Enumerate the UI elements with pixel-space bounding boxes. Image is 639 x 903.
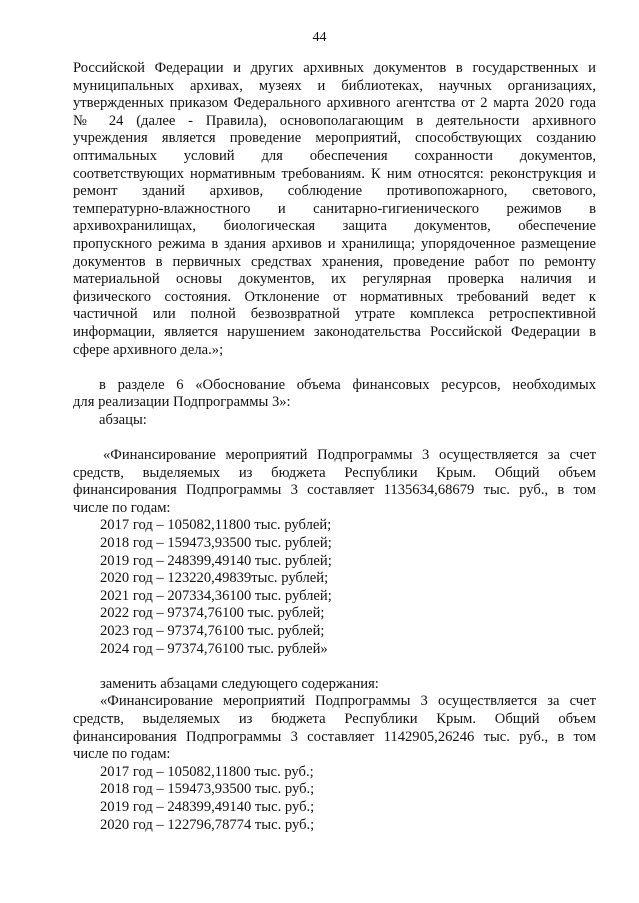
text-line: «Финансирование мероприятий Подпрограммы 3 осуществляется за счет — [100, 693, 596, 710]
document-body — [73, 60, 596, 834]
year-item: 2022 год – 97374,76100 тыс. рублей; — [100, 605, 325, 622]
text-line: информации, является нарушением законодательства Российской Федерации в — [73, 323, 596, 340]
text-line: сфере архивного дела.»; — [73, 341, 224, 358]
text-line: утвержденных приказом Федерального архивного агентства от 2 марта 2020 года — [73, 95, 596, 112]
text-line: муниципальных архивах, музеях и библиотеках, научных организациях, — [73, 77, 596, 94]
text-line: пропускного режима в здания архивов и хранилища; упорядоченное размещение — [73, 235, 596, 252]
year-item: 2019 год – 248399,49140 тыс. рублей; — [100, 552, 332, 569]
text-line: частичной или полной безвозвратной утрате комплекса ретроспективной — [73, 306, 596, 323]
year-item: 2017 год – 105082,11800 тыс. руб.; — [100, 763, 314, 780]
text-line: финансирования Подпрограммы 3 составляет 1135634,68679 тыс. руб., в том — [73, 482, 596, 499]
text-line: материальной основы документов, их регулярная проверка наличия и — [73, 271, 596, 288]
text-line: учреждения является проведение мероприятий, способствующих созданию — [73, 130, 596, 147]
year-item: 2020 год – 123220,49839тыс. рублей; — [100, 570, 329, 587]
text-line: № 24 (далее - Правила), основополагающим в деятельности архивного — [73, 112, 596, 129]
paragraphs-label: абзацы: — [99, 411, 147, 428]
text-line: документов в первичных средствах хранения, проведение работ по ремонту — [73, 253, 596, 270]
year-item: 2024 год – 97374,76100 тыс. рублей» — [100, 640, 328, 657]
year-item: 2021 год – 207334,36100 тыс. рублей; — [100, 587, 332, 604]
text-line: ремонт зданий архивов, соблюдение противопожарного, светового, — [73, 183, 596, 200]
old-paragraphs-quote — [73, 447, 596, 658]
text-line: Российской Федерации и других архивных документов в государственных и — [73, 60, 596, 76]
text-line: в разделе 6 «Обоснование объема финансовых ресурсов, необходимых — [99, 376, 596, 393]
text-line: для реализации Подпрограммы 3»: — [73, 394, 291, 411]
year-item: 2020 год – 122796,78774 тыс. руб.; — [100, 816, 315, 833]
text-line: финансирования Подпрограммы 3 составляет 1142905,26246 тыс. руб., в том — [73, 728, 596, 745]
text-line: соответствующих нормативным требованиям. К ним относятся: реконструкция и — [73, 165, 596, 182]
section-6-paragraph — [73, 377, 596, 430]
text-line: «Финансирование мероприятий Подпрограммы 3 осуществляется за счет — [103, 447, 596, 464]
page-number: 44 — [312, 30, 327, 45]
year-item: 2018 год – 159473,93500 тыс. рублей; — [100, 535, 332, 552]
text-line: средств, выделяемых из бюджета Республики Крым. Общий объем — [73, 710, 596, 727]
text-line: числе по годам: — [73, 746, 171, 763]
text-line: температурно-влажностного и санитарно-гигиенического режимов в — [73, 200, 596, 217]
intro-paragraph — [73, 60, 596, 359]
text-line: числе по годам: — [73, 499, 171, 516]
year-item: 2023 год – 97374,76100 тыс. рублей; — [100, 623, 325, 639]
text-line: средств, выделяемых из бюджета Республики Крым. Общий объем — [73, 464, 596, 481]
text-line: физического состояния. Отклонение от нормативных требований ведет к — [73, 288, 596, 305]
replace-label: заменить абзацами следующего содержания: — [100, 675, 379, 692]
year-item: 2019 год – 248399,49140 тыс. руб.; — [100, 798, 315, 815]
year-item: 2018 год – 159473,93500 тыс. руб.; — [100, 781, 315, 798]
text-line: архивохранилищах, биологическая защита документов, обеспечение — [73, 218, 596, 235]
text-line: оптимальных условий для обеспечения сохранности документов, — [73, 147, 596, 164]
new-paragraphs-quote — [73, 676, 596, 834]
year-item: 2017 год – 105082,11800 тыс. рублей; — [100, 517, 332, 534]
